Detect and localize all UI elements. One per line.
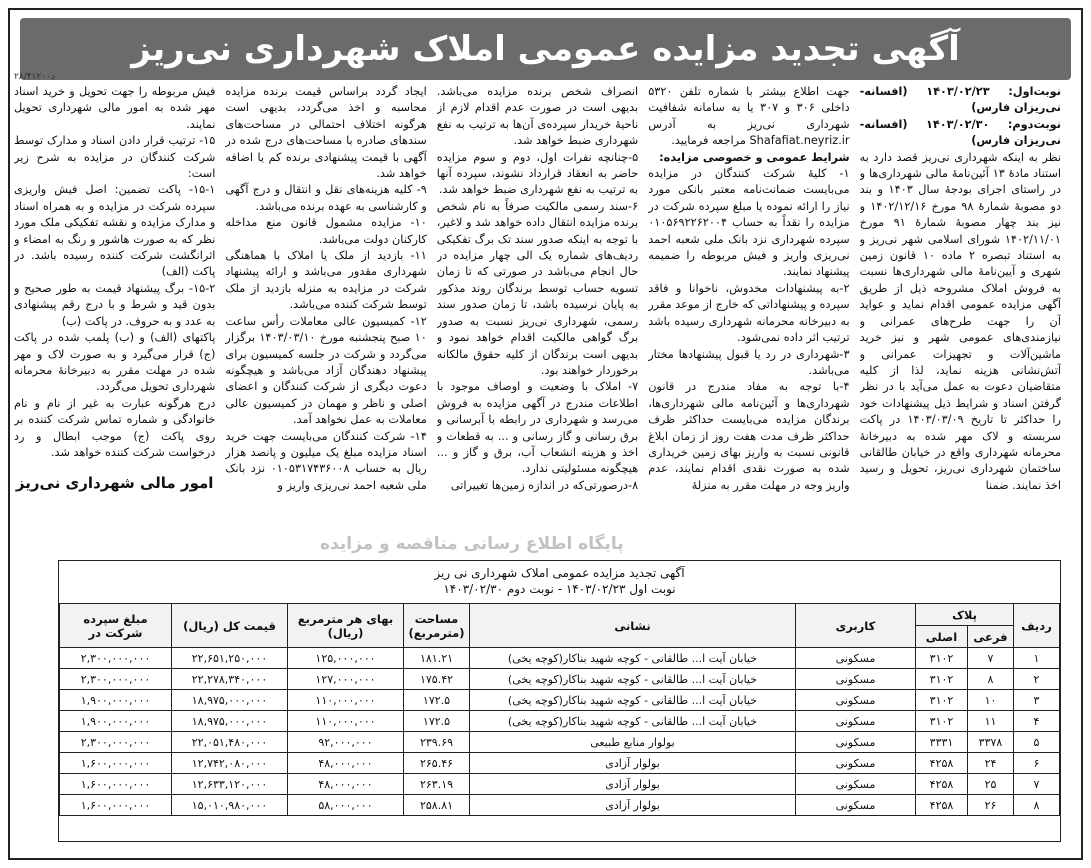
- table-row: [60, 732, 1060, 753]
- signature: امور مالی شهرداری نی‌ریز: [15, 474, 214, 493]
- cell-sub: ۲۴: [968, 753, 1014, 774]
- cell-area: ۱۷۵.۴۲: [404, 669, 470, 690]
- cell-usage: مسکونی: [796, 648, 916, 669]
- cell-price: ۱۲۵,۰۰۰,۰۰۰: [288, 648, 404, 669]
- cell-address: بولوار منابع طبیعی: [470, 732, 796, 753]
- cell-price: ۱۱۰,۰۰۰,۰۰۰: [288, 711, 404, 732]
- condition-item: ۱۵-۱- پاکت تضمین: اصل فیش واریزی سپرده شرکت در مزایده و به همراه اسناد و مدارک مزایده و نقشه تفکیکی ملک مورد نظر که به صورت هاشور و رنگ به امضاء و اثرانگشت شرکت کننده رسیده باشد. در پاکت (الف): [13, 183, 216, 279]
- table-row: [60, 753, 1060, 774]
- cell-address: خیابان آیت ا... طالقانی - کوچه شهید بناکار(کوچه یخی): [470, 669, 796, 690]
- condition-item: فیش مربوطه را جهت تحویل و خرید اسناد مهر شده به امور مالی شهرداری تحویل نمایند.: [13, 85, 216, 131]
- condition-item: ۱۲- کمیسیون عالی معاملات رأس ساعت ۱۰ صبح پنجشنبه مورخ ۱۴۰۳/۰۳/۱۰ برگزار می‌گردد و شرکت در جلسه کمیسیون برای پیشنهاد دهندگان آزاد می‌باشد و هیچگونه دعوت دیگری از شرکت کنندگان و اعضای اصلی و ناظر و مهمان در کمیسیون عالی معاملات به عمل نخواهد آمد.: [225, 314, 427, 427]
- cell-row: ۳: [1014, 690, 1060, 711]
- property-table-box: [58, 560, 1061, 842]
- cell-area: ۱۷۲.۵: [404, 690, 470, 711]
- condition-item: ۳-شهرداری در رد یا قبول پیشنهادها مختار می‌باشد.: [648, 347, 850, 377]
- cell-address: خیابان آیت ا... طالقانی - کوچه شهید بناکار(کوچه یخی): [470, 711, 796, 732]
- cell-total: ۱۲,۶۳۳,۱۲۰,۰۰۰: [172, 774, 288, 795]
- cell-sub: ۲۶: [968, 795, 1014, 816]
- cell-area: ۲۶۳.۱۹: [404, 774, 470, 795]
- cell-usage: مسکونی: [796, 690, 916, 711]
- header-plaque-main: اصلی: [916, 626, 968, 648]
- cell-main: ۳۱۰۲: [916, 690, 968, 711]
- cell-sub: ۱۱: [968, 711, 1014, 732]
- page-title: آگهی تجدید مزایده عمومی املاک شهرداری نی‌ریز: [131, 29, 960, 69]
- condition-item: ۱- کلیهٔ شرکت کنندگان در مزایده می‌بایست ضمانت‌نامه معتبر بانکی مورد نیاز را ارائه نموده یا مبلغ سپرده شرکت در مزایده را نقداً به حساب ۰۱۰۵۶۹۲۲۶۲۰۰۴ سپرده شهرداری نزد بانک ملی شعبه احمد نی‌ریزی واریز و فیش مربوطه را ضمیمه پیشنهاد نمایند.: [648, 167, 850, 279]
- cell-row: ۸: [1014, 795, 1060, 816]
- cell-deposit: ۲,۳۰۰,۰۰۰,۰۰۰: [60, 732, 172, 753]
- cell-sub: ۸: [968, 669, 1014, 690]
- cell-price: ۴۸,۰۰۰,۰۰۰: [288, 774, 404, 795]
- column-4: [225, 84, 426, 554]
- condition-item: ۱۱- بازدید از ملک یا املاک با هماهنگی شهرداری مقدور می‌باشد و ارائه پیشنهاد شرکت در مزایده به منزله بازدید از ملک توسط شرکت کننده می‌باشد.: [225, 249, 427, 312]
- condition-item: ۱۵- ترتیب قرار دادن اسناد و مدارک توسط شرکت کنندگان در مزایده به شرح زیر است:: [13, 134, 216, 181]
- cell-usage: مسکونی: [796, 669, 916, 690]
- table-row: [60, 711, 1060, 732]
- cell-total: ۱۸,۹۷۵,۰۰۰,۰۰۰: [172, 711, 288, 732]
- cell-area: ۱۸۱.۲۱: [404, 648, 470, 669]
- table-row: [60, 774, 1060, 795]
- cell-price: ۵۸,۰۰۰,۰۰۰: [288, 795, 404, 816]
- condition-item: ۱۰- مزایده مشمول قانون منع مداخله کارکنان دولت می‌باشد.: [225, 216, 427, 246]
- cell-area: ۱۷۲.۵: [404, 711, 470, 732]
- column-5: [14, 84, 215, 554]
- cell-row: ۵: [1014, 732, 1060, 753]
- header-plaque: پلاک: [916, 604, 1014, 626]
- cell-deposit: ۱,۶۰۰,۰۰۰,۰۰۰: [60, 795, 172, 816]
- cell-main: ۳۱۰۲: [916, 648, 968, 669]
- column-2: [648, 84, 849, 554]
- cell-area: ۲۵۸.۸۱: [404, 795, 470, 816]
- cell-main: ۳۳۳۱: [916, 732, 968, 753]
- cell-sub: ۳۳۷۸: [968, 732, 1014, 753]
- condition-item: ۹- کلیه هزینه‌های نقل و انتقال و درج آگهی و کارشناسی به عهده برنده می‌باشد.: [225, 183, 427, 213]
- condition-item: انصراف شخص برنده مزایده می‌باشد. بدیهی است در صورت عدم اقدام لازم از ناحیهٔ خریدار سپرده‌ی آن‌ها به ترتیب به نفع شهرداری ضبط خواهد شد.: [436, 85, 639, 148]
- cell-deposit: ۲,۳۰۰,۰۰۰,۰۰۰: [60, 669, 172, 690]
- condition-item: درج هرگونه عبارت به غیر از نام و نام خانوادگی و شماره تماس شرکت کننده بر روی پاکت (ج) موجب ابطال و رد درخواست شرکت کننده خواهد شد.: [13, 396, 216, 459]
- cell-row: ۴: [1014, 711, 1060, 732]
- condition-item: ایجاد گردد براساس قیمت برنده مزایده محاسبه و اخذ می‌گردد، بدیهی است هرگونه اختلاف احتمالی در مساحت‌های سند‌های صادره با مساحت‌های درج شده در آگهی با قیمت پیشنهادی برنده کم یا اضافه خواهد شد.: [225, 85, 427, 181]
- cell-deposit: ۱,۹۰۰,۰۰۰,۰۰۰: [60, 711, 172, 732]
- cell-usage: مسکونی: [796, 753, 916, 774]
- cell-deposit: ۲,۳۰۰,۰۰۰,۰۰۰: [60, 648, 172, 669]
- condition-item: ۷- املاک با وضعیت و اوصاف موجود با اطلاعات مندرج در آگهی مزایده به فروش می‌رسد و شهرداری در رابطه با آبرسانی و برق رسانی و گاز رسانی و ... به قطعات و اخذ و هزینه انشعاب آب، برق و گاز و ... هیچگونه مسئولیتی ندارد.: [436, 380, 639, 476]
- condition-item: ۱۵-۲- برگ پیشنهاد قیمت به طور صحیح و بدون قید و شرط و با درج رقم پیشنهادی به عدد و به حروف. در پاکت (ب): [13, 281, 216, 328]
- header-price: بهای هر مترمربع (ریال): [288, 604, 404, 648]
- condition-item: ۲-به پیشنهادات مخدوش، ناخوانا و فاقد سپرده و پیشنهاداتی که خارج از موعد مقرر به دبیرخانه محرمانه شهرداری رسیده باشد ترتیب اثر داده نمی‌شود.: [648, 281, 850, 345]
- cell-address: بولوار آزادی: [470, 753, 796, 774]
- table-body: [60, 648, 1060, 816]
- cell-area: ۲۶۵.۴۶: [404, 753, 470, 774]
- cell-area: ۲۳۹.۶۹: [404, 732, 470, 753]
- cell-price: ۱۱۰,۰۰۰,۰۰۰: [288, 690, 404, 711]
- cell-main: ۳۱۰۲: [916, 669, 968, 690]
- cell-address: خیابان آیت ا... طالقانی - کوچه شهید بناکار(کوچه یخی): [470, 690, 796, 711]
- table-row: [60, 795, 1060, 816]
- watermark-text: پایگاه اطلاع رسانی مناقصه و مزایده: [320, 534, 624, 554]
- header-usage: کاربری: [796, 604, 916, 648]
- header-total: قیمت کل (ریال): [172, 604, 288, 648]
- header-plaque-sub: فرعی: [968, 626, 1014, 648]
- cell-total: ۲۲,۰۵۱,۴۸۰,۰۰۰: [172, 732, 288, 753]
- cell-row: ۷: [1014, 774, 1060, 795]
- cell-price: ۱۲۷,۰۰۰,۰۰۰: [288, 669, 404, 690]
- table-row: [60, 690, 1060, 711]
- cell-sub: ۷: [968, 648, 1014, 669]
- cell-main: ۴۲۵۸: [916, 774, 968, 795]
- condition-item: ۵-چنانچه نفرات اول، دوم و سوم مزایده حاضر به انعقاد قرارداد نشوند، سپرده آنها به ترتیب به نفع شهرداری ضبط خواهد شد.: [436, 150, 639, 197]
- table-row: [60, 648, 1060, 669]
- table-title: آگهی تجدید مزایده عمومی املاک شهرداری نی ریز: [434, 566, 685, 580]
- table-subtitle: نوبت اول ۱۴۰۳/۰۲/۲۳ - نوبت دوم ۱۴۰۳/۰۲/۳۰: [443, 582, 676, 596]
- cell-total: ۲۲,۲۷۸,۳۴۰,۰۰۰: [172, 669, 288, 690]
- cell-price: ۹۲,۰۰۰,۰۰۰: [288, 732, 404, 753]
- cell-total: ۱۲,۷۴۲,۰۸۰,۰۰۰: [172, 753, 288, 774]
- condition-item: ۴-با توجه به مفاد مندرج در قانون شهرداری‌ها و آئین‌نامه مالی شهرداری‌ها، برندگان مزایده می‌بایست حداکثر ظرف حداکثر ظرف مدت هفت روز از زمان ابلاغ قانونی نسبت به واریز بهای زمین خریداری شده به صورت نقدی اقدام نمایند، عدم واریز وجه در مهلت مقرر به منزلهٔ: [648, 380, 850, 492]
- cell-total: ۲۲,۶۵۱,۲۵۰,۰۰۰: [172, 648, 288, 669]
- condition-item: پاکتهای (الف) و (ب) پلمب شده در پاکت (ج) قرار می‌گیرد و به صورت لاک و مهر شده در مهلت مقرر به دبیرخانهٔ محرمانه شهرداری تحویل می‌گردد.: [13, 331, 216, 394]
- contact-paragraph: جهت اطلاع بیشتر با شماره تلفن ۵۳۲۰ داخلی ۳۰۶ و ۳۰۷ یا به سامانه شفافیت شهرداری نی‌ریز به آدرس Shafafiat.neyriz.ir مراجعه فرمایید.: [648, 85, 850, 148]
- cell-sub: ۱۰: [968, 690, 1014, 711]
- cell-usage: مسکونی: [796, 774, 916, 795]
- condition-item: ۱۴- شرکت کنندگان می‌بایست جهت خرید اسناد مزایده مبلغ یک میلیون و پانصد هزار ریال به حساب ۰۱۰۵۳۱۷۴۳۶۰۰۸ نزد بانک ملی شعبه احمد نی‌ریزی واریز و: [225, 429, 427, 492]
- cell-total: ۱۵,۰۱۰,۹۸۰,۰۰۰: [172, 795, 288, 816]
- cell-price: ۴۸,۰۰۰,۰۰۰: [288, 753, 404, 774]
- conditions-heading: شرایط عمومی و خصوصی مزایده:: [659, 150, 850, 164]
- property-table: [59, 603, 1060, 816]
- cell-sub: ۲۵: [968, 774, 1014, 795]
- table-row: [60, 669, 1060, 690]
- cell-deposit: ۱,۹۰۰,۰۰۰,۰۰۰: [60, 690, 172, 711]
- cell-main: ۴۲۵۸: [916, 753, 968, 774]
- text-columns: [14, 84, 1061, 554]
- column-1: [860, 84, 1061, 554]
- publish-date-first: نوبت‌اول: ۱۴۰۳/۰۲/۲۳ (افسانه-نی‌ریزان فارس): [859, 85, 1061, 115]
- column-3: [437, 84, 638, 554]
- cell-row: ۱: [1014, 648, 1060, 669]
- cell-usage: مسکونی: [796, 732, 916, 753]
- cell-total: ۱۸,۹۷۵,۰۰۰,۰۰۰: [172, 690, 288, 711]
- publish-date-second: نوبت‌دوم: ۱۴۰۳/۰۲/۳۰ (افسانه-نی‌ریزان فارس): [859, 117, 1061, 148]
- header-row-number: ردیف: [1014, 604, 1060, 648]
- table-title-block: [59, 561, 1060, 597]
- cell-deposit: ۱,۶۰۰,۰۰۰,۰۰۰: [60, 753, 172, 774]
- cell-main: ۴۲۵۸: [916, 795, 968, 816]
- intro-paragraph: نظر به اینکه شهرداری نی‌ریز قصد دارد به استناد مادهٔ ۱۳ آئین‌نامهٔ مالی شهرداری‌ها و در راستای اجرای بودجهٔ سال ۱۴۰۳ و بند دو مصوبهٔ شمارهٔ ۹۸ مورخ ۱۴۰۲/۱۲/۱۶ و نیز بند چهار مصوبهٔ شمارهٔ ۹۱ مورخ ۱۴۰۲/۱۱/۰۱ شورای اسلامی شهر نی‌ریز و به استناد تبصره ۲ ماده ۱۰ قانون زمین شهری و آیین‌نامهٔ مالی شهرداری‌ها نسبت به فروش املاک مشروحه ذیل از طریق آگهی مزایده عمومی اقدام نماید و عواید آن را جهت طرح‌های عمرانی و نیازمندی‌های عمومی شهر و نیز خرید ماشین‌آلات و تجهیزات عمرانی و آتش‌نشانی هزینه نماید، لذا از کلیه متقاضیان دعوت به عمل می‌آید با در نظر گرفتن اسناد و شرایط ذیل پیشنهادات خود را حداکثر تا تاریخ ۱۴۰۳/۰۳/۰۹ در پاکت سربسته و لاک مهر شده به دبیرخانهٔ محرمانه شهرداری واقع در خیابان طالقانی ساختمان شهرداری نی‌ریز، تحویل و رسید اخذ نمایند. ضمنا: [859, 150, 1061, 492]
- condition-item: ۸-درصورتی‌که در اندازه زمین‌ها تغییراتی: [450, 478, 639, 492]
- ad-code: ۲۸/۴۱۲۰۰د: [14, 72, 55, 82]
- cell-address: خیابان آیت ا... طالقانی - کوچه شهید بناکار(کوچه یخی): [470, 648, 796, 669]
- cell-usage: مسکونی: [796, 711, 916, 732]
- cell-main: ۳۱۰۲: [916, 711, 968, 732]
- cell-row: ۶: [1014, 753, 1060, 774]
- header-area: مساحت (مترمربع): [404, 604, 470, 648]
- cell-row: ۲: [1014, 669, 1060, 690]
- header-deposit: مبلغ سپرده شرکت در: [60, 604, 172, 648]
- cell-usage: مسکونی: [796, 795, 916, 816]
- condition-item: ۶-سند رسمی مالکیت صرفاً به نام شخص برنده مزایده انتقال داده خواهد شد و لاغیر، با توجه به اینکه صدور سند تک برگ تفکیکی ردیف‌های شماره یک الی چهار مزایده در حال انجام می‌باشد در صورتی که تا زمان تسویه حساب توسط برندگان روند مذکور به پایان نرسیده باشد، تا زمان صدور سند رسمی، شهرداری نی‌ریز نسبت به صدور برگ گواهی مالکیت اقدام خواهد نمود و بدیهی است برندگان از کلیه حقوق مالکانه برخوردار خواهند بود.: [436, 199, 639, 377]
- cell-address: بولوار آزادی: [470, 795, 796, 816]
- cell-address: بولوار آزادی: [470, 774, 796, 795]
- title-banner: [20, 18, 1071, 80]
- header-address: نشانی: [470, 604, 796, 648]
- cell-deposit: ۱,۶۰۰,۰۰۰,۰۰۰: [60, 774, 172, 795]
